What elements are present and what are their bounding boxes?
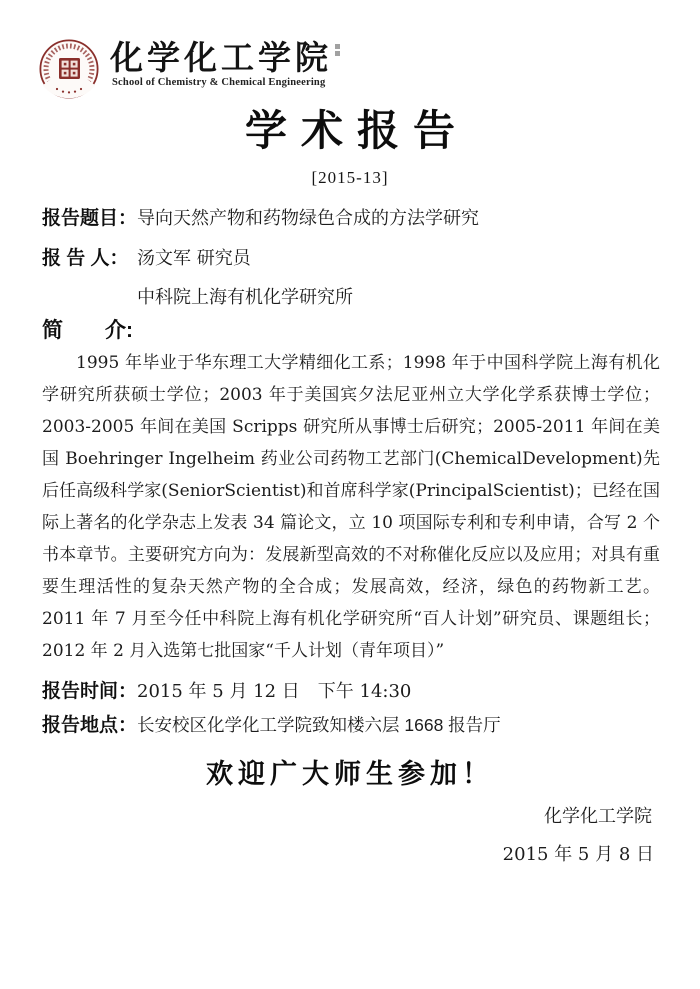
logo-small-mark [335,44,340,56]
org-name-english: School of Chemistry & Chemical Engineering [112,77,326,89]
topic-label: 报告题目： [42,208,138,229]
topic-value: 导向天然产物和药物绿色合成的方法学研究 [137,208,480,229]
welcome-message: 欢迎广大师生参加！ [206,759,494,790]
page-title: 学术报告 [244,106,469,155]
letterhead [38,38,340,100]
signature-org: 化学化工学院 [544,806,652,827]
school-seal-logo [38,38,100,100]
time-label: 报告时间： [42,681,138,702]
issue-number: [2015-13] [311,168,389,187]
time-value: 2015 年 5 月 12 日 下午 14:30 [137,681,412,702]
speaker-row [42,243,660,270]
speaker-affiliation: 中科院上海有机化学研究所 [137,287,353,308]
venue-label: 报告地点： [42,715,138,736]
logo-text-block [110,38,332,88]
intro-biography-text: 1995 年毕业于华东理工大学精细化工系；1998 年于中国科学院上海有机化学研究所获硕士学位；2003 年于美国宾夕法尼亚州立大学化学系获博士学位；2003-2005 年间在美国 Scripps 研究所从事博士后研究；2005-2011 年间在美国 Boehringer Ingelheim 药业公司药物工艺部门(ChemicalDevelopment)先后任高级科学家(SeniorScientist)和首席科学家(PrincipalScientist)；已经在国际上著名的化学杂志上发表 34 篇论文，立 10 项国际专利和专利申请，合写 2 个书本章节。主要研究方向为：发展新型高效的不对称催化反应以及应用；对具有重要生理活性的复杂天然产物的全合成；发展高效，经济，绿色的药物新工艺。2011 年 7 月至今任中科院上海有机化学研究所“百人计划”研究员、课题组长；2012 年 2 月入选第七批国家“千人计划（青年项目）” [42,353,660,661]
speaker-label: 报 告 人： [42,248,129,269]
venue-row [42,710,660,737]
signature-date: 2015 年 5 月 8 日 [502,844,654,865]
speaker-value: 汤文军 研究员 [137,248,251,269]
venue-value: 长安校区化学化工学院致知楼六层 1668 报告厅 [137,715,501,735]
org-name-chinese: 化学化工学院 [110,38,332,77]
intro-label: 简 介: [42,319,133,342]
topic-row [42,203,660,230]
time-row [42,676,660,703]
